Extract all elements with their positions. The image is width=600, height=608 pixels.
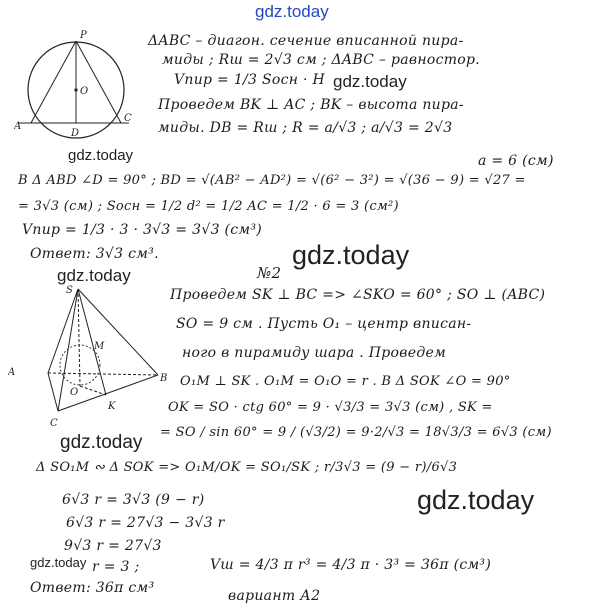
watermark: gdz.today	[30, 555, 87, 570]
p2-answer: Ответ: 36π см³	[30, 580, 155, 596]
watermark: gdz.today	[60, 432, 143, 453]
p1-line: = 3√3 (см) ; Sосн = 1/2 d² = 1/2 AC = 1/2 · 6 = 3 (см²)	[18, 199, 399, 214]
pyramid-height	[78, 289, 80, 386]
watermark: gdz.today	[292, 240, 410, 270]
triangle-side	[76, 41, 121, 123]
p1-line: ΔABC – диагон. сечение вписанной пира-	[148, 33, 464, 49]
p2-line: O₁M ⊥ SK . O₁M = O₁O = r . В Δ SOK ∠O = 90°	[180, 374, 511, 389]
figure-pyramid	[8, 283, 178, 428]
label-center: O	[70, 387, 79, 398]
pyramid-edge	[78, 289, 158, 375]
p1-line: миды. DB = Rш ; R = a/√3 ; a/√3 = 2√3	[158, 120, 453, 136]
p1-answer: Ответ: 3√3 см³.	[30, 246, 159, 262]
p1-line: миды ; Rш = 2√3 см ; ΔABC – равностор.	[162, 52, 481, 68]
triangle-side	[31, 41, 76, 123]
label-foot: K	[108, 401, 116, 412]
p2-line: r = 3 ;	[92, 559, 140, 575]
p2-line: OK = SO · ctg 60° = 9 · √3/3 = 3√3 (см) , SK =	[168, 400, 493, 415]
watermark: gdz.today	[333, 72, 407, 91]
p1-line: a = 6 (см)	[478, 153, 554, 169]
pyramid-edge	[48, 289, 78, 373]
p2-number: №2	[257, 264, 282, 282]
p2-line: 6√3 r = 3√3 (9 − r)	[62, 492, 205, 508]
label-right: B	[160, 373, 168, 384]
watermark: gdz.today	[68, 147, 134, 164]
variant-label: вариант А2	[228, 588, 321, 604]
p2-line: Δ SO₁M ∾ Δ SOK => O₁M/OK = SO₁/SK ; r/3√3 = (9 − r)/6√3	[36, 460, 458, 475]
p2-line: 9√3 r = 27√3	[64, 538, 162, 554]
watermark: gdz.today	[57, 266, 131, 285]
label-top: P	[80, 30, 87, 41]
watermark: gdz.today	[417, 485, 535, 515]
pyramid-base-edge	[48, 373, 58, 411]
p2-line: SO = 9 см . Пусть O₁ – центр вписан-	[176, 316, 472, 332]
label-left: A	[8, 367, 16, 378]
segment-OK	[80, 386, 106, 395]
label-bottom: D	[71, 128, 80, 139]
label-left: A	[14, 121, 22, 132]
watermark-top: gdz.today	[255, 2, 329, 21]
p1-line: В Δ ABD ∠D = 90° ; BD = √(AB² − AD²) = √(6² − 3²) = √(36 − 9) = √27 =	[18, 173, 526, 188]
label-apex: S	[66, 285, 73, 296]
p1-line: Vпир = 1/3 Sосн · H	[174, 72, 326, 88]
figure-circle-triangle	[14, 28, 144, 148]
p2-line: 6√3 r = 27√3 − 3√3 r	[66, 515, 225, 531]
p2-line: ного в пирамиду шара . Проведем	[182, 345, 446, 361]
p2-line: Vш = 4/3 π r³ = 4/3 π · 3³ = 36π (см³)	[210, 557, 492, 573]
p1-line: Vпир = 1/3 · 3 · 3√3 = 3√3 (см³)	[22, 222, 263, 238]
p2-line: = SO / sin 60° = 9 / (√3/2) = 9·2/√3 = 18√3/3 = 6√3 (см)	[160, 425, 552, 440]
label-center: O	[80, 86, 89, 97]
p2-line: Проведем SK ⊥ BC => ∠SKO = 60° ; SO ⊥ (ABC)	[170, 287, 546, 303]
p1-line: Проведем BK ⊥ AC ; BK – высота пира-	[158, 97, 464, 113]
label-bottom: C	[50, 418, 58, 428]
label-mid: M	[94, 341, 105, 352]
center-point	[74, 88, 77, 91]
label-right: C	[124, 113, 132, 124]
